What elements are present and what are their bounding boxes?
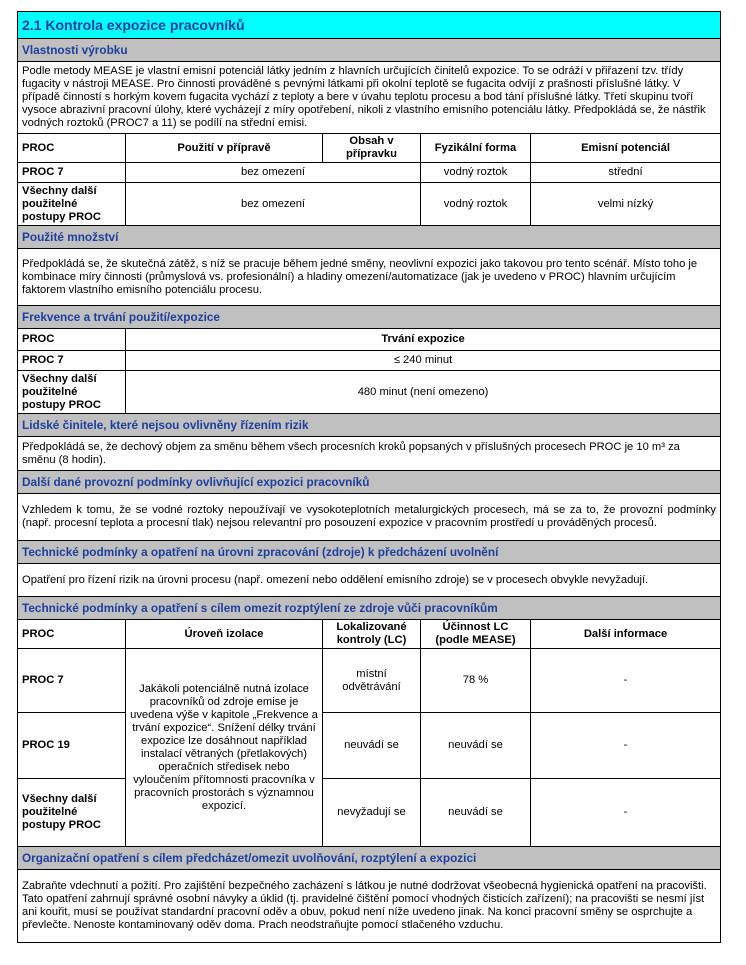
table-row <box>18 713 721 779</box>
lc-efficiency-value: neuvádí se <box>421 779 531 847</box>
duration-value: ≤ 240 minut <box>126 351 721 371</box>
additional-info-value: - <box>531 649 721 713</box>
process-measures-heading: Technické podmínky a opatření na úrovni zpracování (zdroje) k předcházení uvolnění <box>18 541 721 564</box>
additional-info-value: - <box>531 713 721 779</box>
additional-info-value: - <box>531 779 721 847</box>
dispersion-measures-heading: Technické podmínky a opatření s cílem omezit rozptýlení ze zdroje vůči pracovníkům <box>18 597 721 620</box>
human-factors-text: Předpokládá se, že dechový objem za směnu během všech procesních kroků popsaných v příslušných procesech PROC je 10 m³ za směnu (8 hodin). <box>18 437 721 471</box>
col-header-proc: PROC <box>18 134 126 163</box>
duration-value: 480 minut (není omezeno) <box>126 371 721 414</box>
operating-conditions-text: Vzhledem k tomu, že se vodné roztoky nepoužívají ve vysokoteplotních metalurgických procesech, má se za to, že provozní podmínky (např. procesní teplota a procesní tlak) nejsou relevantní pro posouzení expozice v pracovním prostředí u prováděných procesů. <box>18 494 721 541</box>
table-row <box>18 779 721 847</box>
table-row <box>18 163 721 183</box>
table-row <box>18 371 721 414</box>
isolation-text: Jakákoli potenciálně nutná izolace pracovníků od zdroje emise je uvedena výše v kapitole „Frekvence a trvání expozice“. Snížení délky trvání expozice lze dosáhnout například instalací větraných (přetlakových) operačních středisek nebo vyloučením přítomnosti pracovníka v pracovních prostorách s významnou expozicí. <box>126 649 323 847</box>
col-header-potential: Emisní potenciál <box>531 134 721 163</box>
section-title: 2.1 Kontrola expozice pracovníků <box>18 12 721 39</box>
organizational-measures-heading: Organizační opatření s cílem předcházet/omezit uvolňování, rozptýlení a expozici <box>18 847 721 870</box>
proc-label: PROC 19 <box>18 713 126 779</box>
table-row <box>18 649 721 713</box>
product-properties-text: Podle metody MEASE je vlastní emisní potenciál látky jedním z hlavních určujících činitelů expozice. To se odráží v přiřazení tzv. třídy fugacity v nástroji MEASE. Pro činnosti prováděné s pevnými látkami při okolní teplotě se fugacita odvíjí z prašnosti příslušné látky. V případě činností s horkým kovem fugacita vychází z teploty a bere v úvahu teplotu procesu a bod tání příslušné látky. Třetí skupinu tvoří vysoce abrazivní pracovní úlohy, které vycházejí z míry opotřebení, nikoli z vlastního emisního potenciálu látky. Předpokládá se, že nástřik vodných roztoků (PROC7 a 11) se podílí na střední emisi. <box>18 62 721 134</box>
col-header-isolation: Úroveň izolace <box>126 620 323 649</box>
proc-label: PROC 7 <box>18 649 126 713</box>
lc-value: neuvádí se <box>323 713 421 779</box>
organizational-measures-text: Zabraňte vdechnutí a požití. Pro zajištění bezpečného zacházení s látkou je nutné dodržovat všeobecná hygienická opatření na pracovišti. Tato opatření zahrnují správné osobní návyky a úklid (tj. pravidelné čištění pomocí vhodných čisticích zařízení); na pracovišti se nesmí jíst ani kouřit, musí se používat standardní pracovní oděv a obuv, pokud není níže uvedeno jinak. Na konci pracovní směny se osprchujte a převlečte. Nenoste kontaminovaný oděv doma. Prach neodstraňujte pomocí stlačeného vzduchu. <box>18 870 721 943</box>
potential-value: velmi nízký <box>531 183 721 226</box>
document-page <box>17 11 720 943</box>
form-value: vodný roztok <box>421 183 531 226</box>
col-header-lc: Lokalizované kontroly (LC) <box>323 620 421 649</box>
process-measures-text: Opatření pro řízení rizik na úrovni procesu (např. omezení nebo oddělení emisního zdroje) se v procesech obvykle nevyžadují. <box>18 564 721 597</box>
proc-label: PROC 7 <box>18 163 126 183</box>
table-row <box>18 183 721 226</box>
human-factors-heading: Lidské činitele, které nejsou ovlivněny řízením rizik <box>18 414 721 437</box>
product-properties-heading: Vlastnosti výrobku <box>18 39 721 62</box>
use-value: bez omezení <box>126 163 421 183</box>
exposure-control-table <box>17 11 721 943</box>
proc-label: Všechny další použitelné postupy PROC <box>18 183 126 226</box>
col-header-duration: Trvání expozice <box>126 329 721 351</box>
amount-used-text: Předpokládá se, že skutečná zátěž, s níž se pracuje během jedné směny, neovlivní expozici jako takovou pro tento scénář. Místo toho je kombinace míry činnosti (průmyslová vs. profesionální) a hladiny omezení/automatizace (jak je uvedeno v PROC) hlavním určujícím faktorem vlastního emisního potenciálu procesu. <box>18 249 721 306</box>
proc-label: Všechny další použitelné postupy PROC <box>18 371 126 414</box>
potential-value: střední <box>531 163 721 183</box>
col-header-use: Použití v přípravě <box>126 134 323 163</box>
table-row <box>18 351 721 371</box>
frequency-heading: Frekvence a trvání použití/expozice <box>18 306 721 329</box>
proc-label: Všechny další použitelné postupy PROC <box>18 779 126 847</box>
col-header-form: Fyzikální forma <box>421 134 531 163</box>
amount-used-heading: Použité množství <box>18 226 721 249</box>
lc-value: nevyžadují se <box>323 779 421 847</box>
col-header-lc-efficiency: Účinnost LC (podle MEASE) <box>421 620 531 649</box>
proc-label: PROC 7 <box>18 351 126 371</box>
operating-conditions-heading: Další dané provozní podmínky ovlivňující expozici pracovníků <box>18 471 721 494</box>
col-header-additional-info: Další informace <box>531 620 721 649</box>
lc-value: místní odvětrávání <box>323 649 421 713</box>
lc-efficiency-value: neuvádí se <box>421 713 531 779</box>
col-header-content: Obsah v přípravku <box>323 134 421 163</box>
use-value: bez omezení <box>126 183 421 226</box>
form-value: vodný roztok <box>421 163 531 183</box>
col-header-proc: PROC <box>18 620 126 649</box>
col-header-proc: PROC <box>18 329 126 351</box>
lc-efficiency-value: 78 % <box>421 649 531 713</box>
